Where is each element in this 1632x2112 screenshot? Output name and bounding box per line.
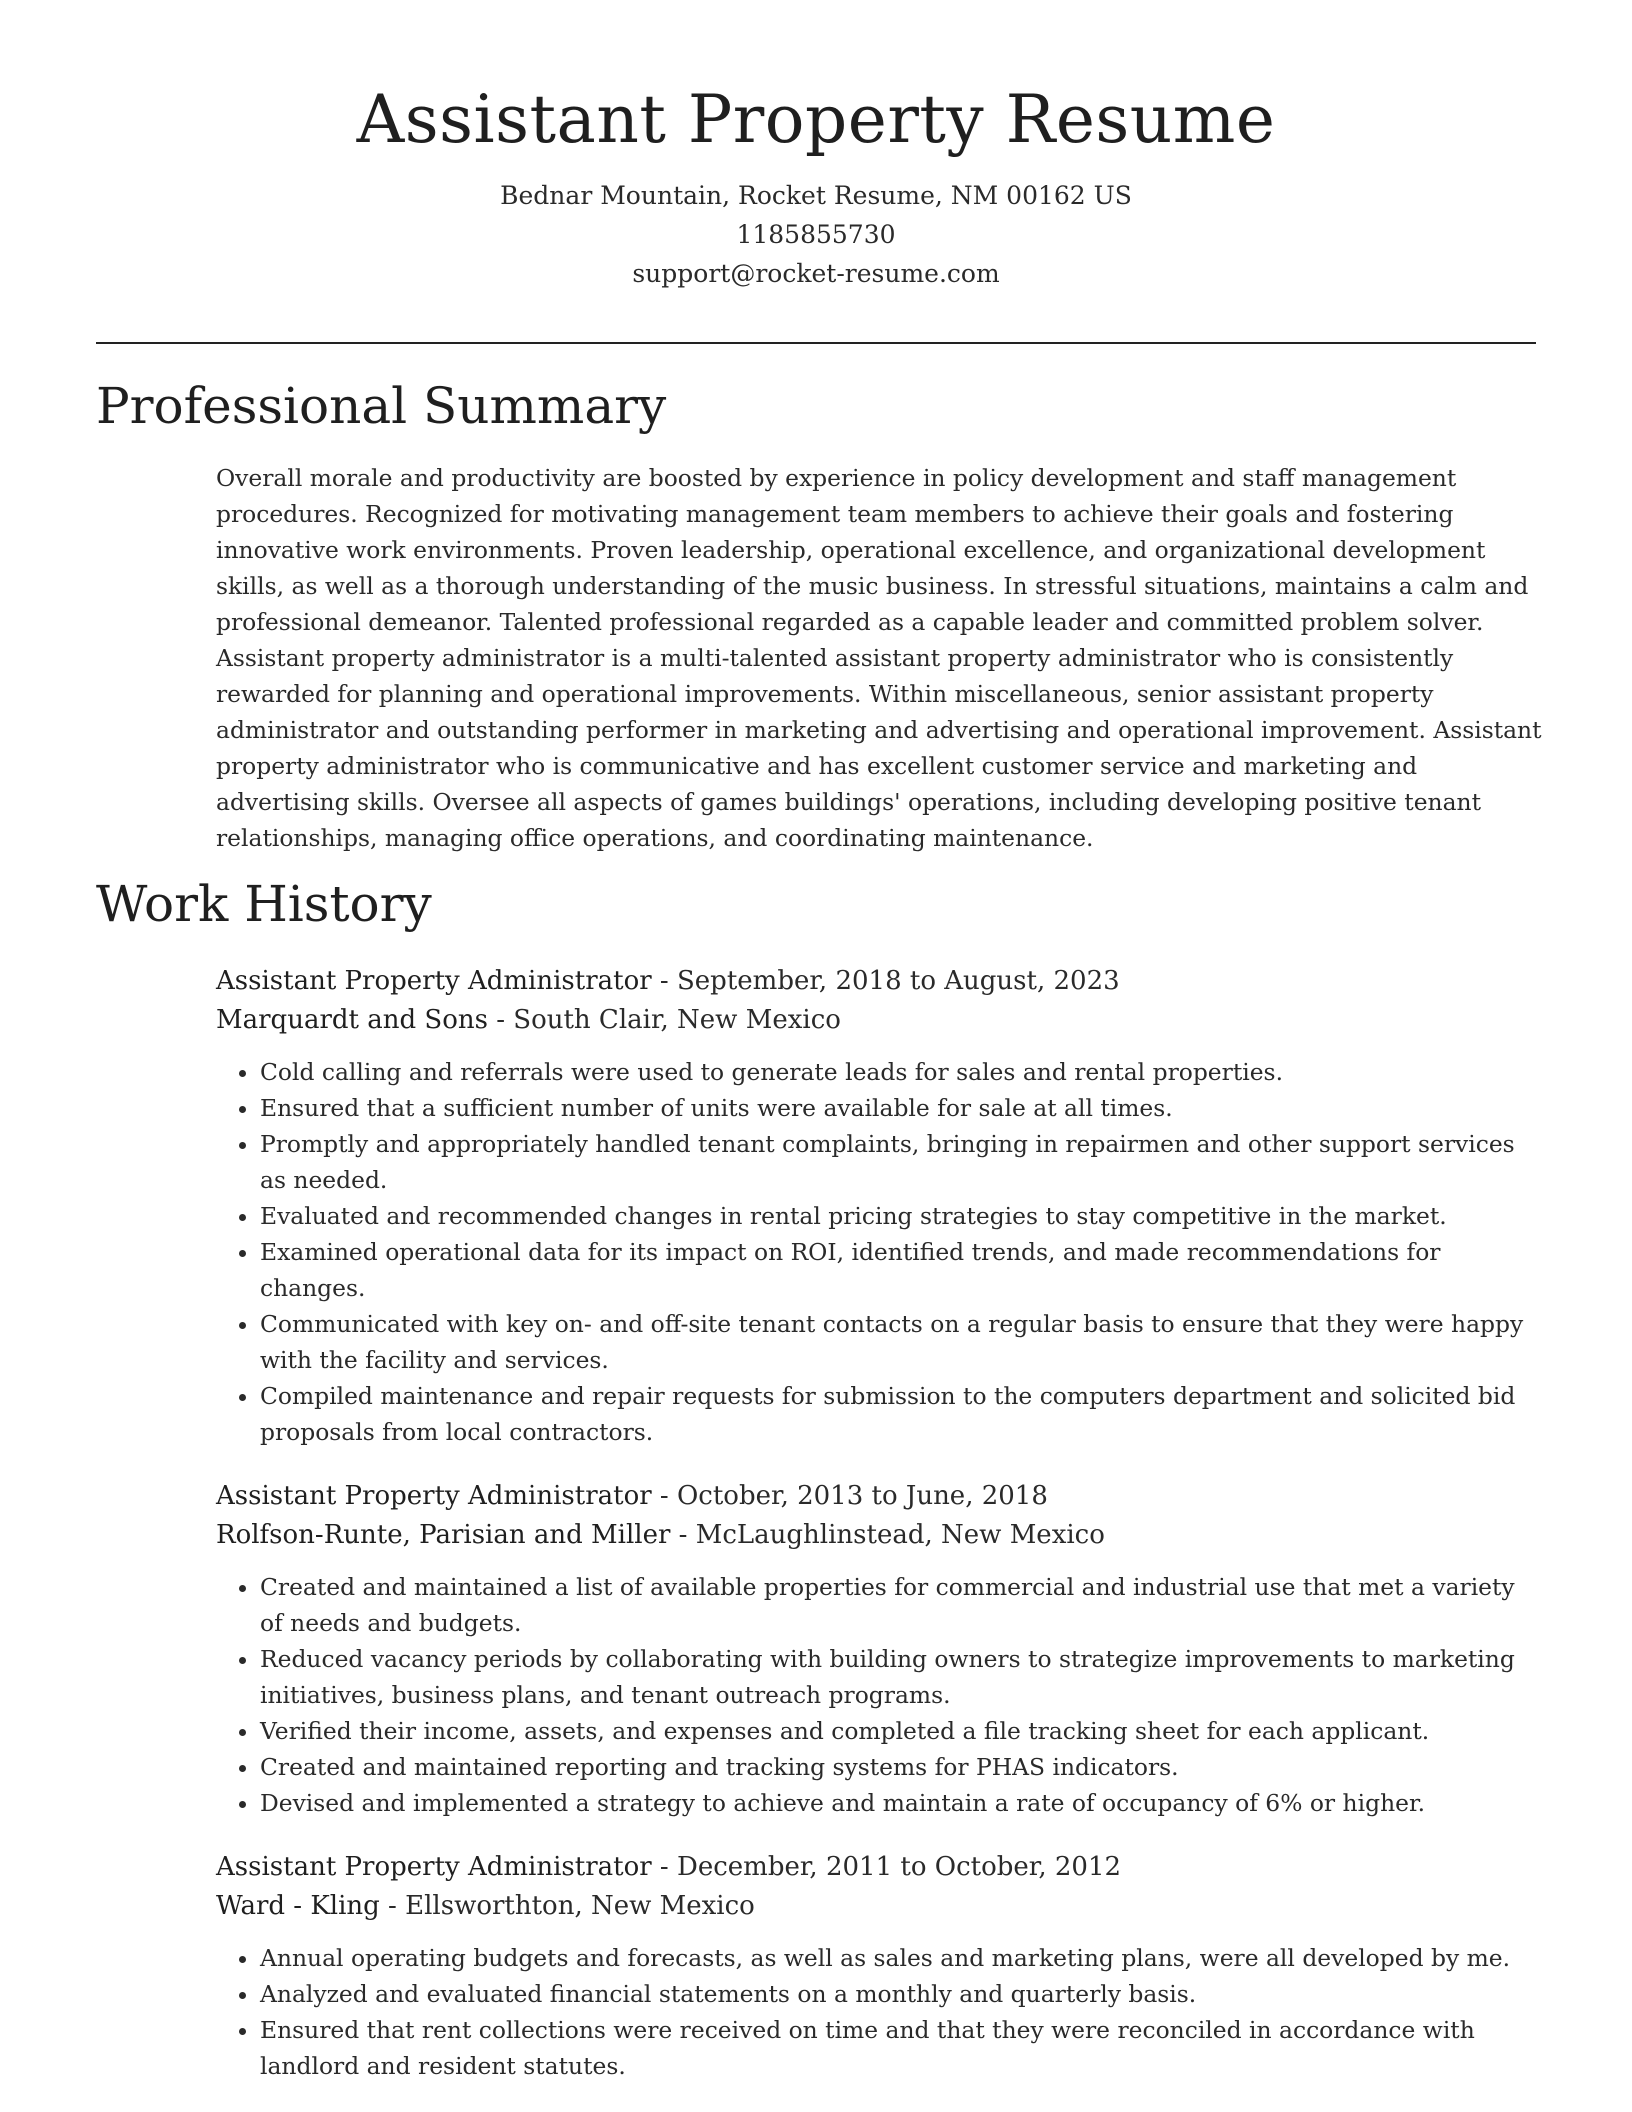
job-title-line	[216, 1848, 1542, 1887]
job-company: Marquardt and Sons	[216, 1005, 488, 1035]
job-bullets	[216, 1569, 1542, 1821]
job-bullet: • Annual operating budgets and forecasts, as well as sales and marketing plans, were all developed by me.	[260, 1940, 1542, 1976]
job-title-line	[216, 962, 1542, 1001]
job-role: Assistant Property Administrator	[216, 1852, 652, 1882]
job-company-line	[216, 1001, 1542, 1040]
job-bullet: • Evaluated and recommended changes in rental pricing strategies to stay competitive in the market.	[260, 1198, 1542, 1234]
job-dates: - September, 2018 to August, 2023	[651, 966, 1120, 996]
job-role: Assistant Property Administrator	[216, 1481, 652, 1511]
job-bullet: • Analyzed and evaluated financial statements on a monthly and quarterly basis.	[260, 1976, 1542, 2012]
job-bullet: • Devised and implemented a strategy to achieve and maintain a rate of occupancy of 6% or higher.	[260, 1785, 1542, 1821]
contact-address: Bednar Mountain, Rocket Resume, NM 00162 US	[500, 180, 1132, 210]
job-entry	[216, 1477, 1542, 1821]
job-bullet: • Compiled maintenance and repair requests for submission to the computers department and solicited bid proposals from local contractors.	[260, 1378, 1542, 1450]
job-dates: - October, 2013 to June, 2018	[651, 1481, 1048, 1511]
job-list	[216, 962, 1542, 2111]
summary-text: Overall morale and productivity are boosted by experience in policy development and staff management procedures. Recognized for motivating management team members to achieve their goals and fostering innovative work environments. Proven leadership, operational excellence, and organizational development skills, as well as a thorough understanding of the music business. In stressful situations, maintains a calm and professional demeanor. Talented professional regarded as a capable leader and committed problem solver. Assistant property administrator is a multi-talented assistant property administrator who is consistently rewarded for planning and operational improvements. Within miscellaneous, senior assistant property administrator and outstanding performer in marketing and advertising and operational improvement. Assistant property administrator who is communicative and has excellent customer service and marketing and advertising skills. Oversee all aspects of games buildings' operations, including developing positive tenant relationships, managing office operations, and coordinating maintenance.	[216, 464, 1542, 852]
job-location: - Ellsworthton, New Mexico	[379, 1891, 755, 1921]
job-location: - McLaughlinstead, New Mexico	[670, 1520, 1105, 1550]
job-bullet: • Created and maintained a list of available properties for commercial and industrial use that met a variety of needs and budgets.	[260, 1569, 1542, 1641]
work-history-heading: Work History	[96, 875, 432, 933]
job-bullet: • Promptly and appropriately handled tenant complaints, bringing in repairmen and other support services as needed.	[260, 1126, 1542, 1198]
job-entry	[216, 962, 1542, 1450]
job-bullets	[216, 1054, 1542, 1450]
resume-title: Assistant Property Resume	[356, 81, 1276, 158]
job-company: Ward - Kling	[216, 1891, 380, 1921]
job-dates: - December, 2011 to October, 2012	[651, 1852, 1122, 1882]
contact-phone: 1185855730	[736, 219, 896, 249]
job-entry	[216, 1848, 1542, 2084]
job-bullet: • Ensured that a sufficient number of units were available for sale at all times.	[260, 1090, 1542, 1126]
job-bullet: • Ensured that rent collections were received on time and that they were reconciled in accordance with landlord and resident statutes.	[260, 2012, 1542, 2084]
job-title-line	[216, 1477, 1542, 1516]
job-bullet: • Verified their income, assets, and expenses and completed a file tracking sheet for each applicant.	[260, 1713, 1542, 1749]
job-bullet: • Examined operational data for its impact on ROI, identified trends, and made recommendations for changes.	[260, 1234, 1542, 1306]
job-bullet: • Cold calling and referrals were used to generate leads for sales and rental properties.	[260, 1054, 1542, 1090]
job-location: - South Clair, New Mexico	[487, 1005, 841, 1035]
summary-heading: Professional Summary	[96, 377, 667, 435]
job-bullet: • Created and maintained reporting and tracking systems for PHAS indicators.	[260, 1749, 1542, 1785]
job-bullet: • Reduced vacancy periods by collaborating with building owners to strategize improvements to marketing initiatives, business plans, and tenant outreach programs.	[260, 1641, 1542, 1713]
job-bullets	[216, 1940, 1542, 2084]
resume-header	[0, 0, 1632, 293]
contact-email: support@rocket-resume.com	[632, 258, 1000, 288]
job-company: Rolfson-Runte, Parisian and Miller	[216, 1520, 671, 1550]
job-company-line	[216, 1887, 1542, 1926]
contact-block	[0, 176, 1632, 293]
job-bullet: • Communicated with key on- and off-site tenant contacts on a regular basis to ensure that they were happy with the facility and services.	[260, 1306, 1542, 1378]
job-company-line	[216, 1516, 1542, 1555]
header-divider	[96, 342, 1536, 344]
job-role: Assistant Property Administrator	[216, 966, 652, 996]
